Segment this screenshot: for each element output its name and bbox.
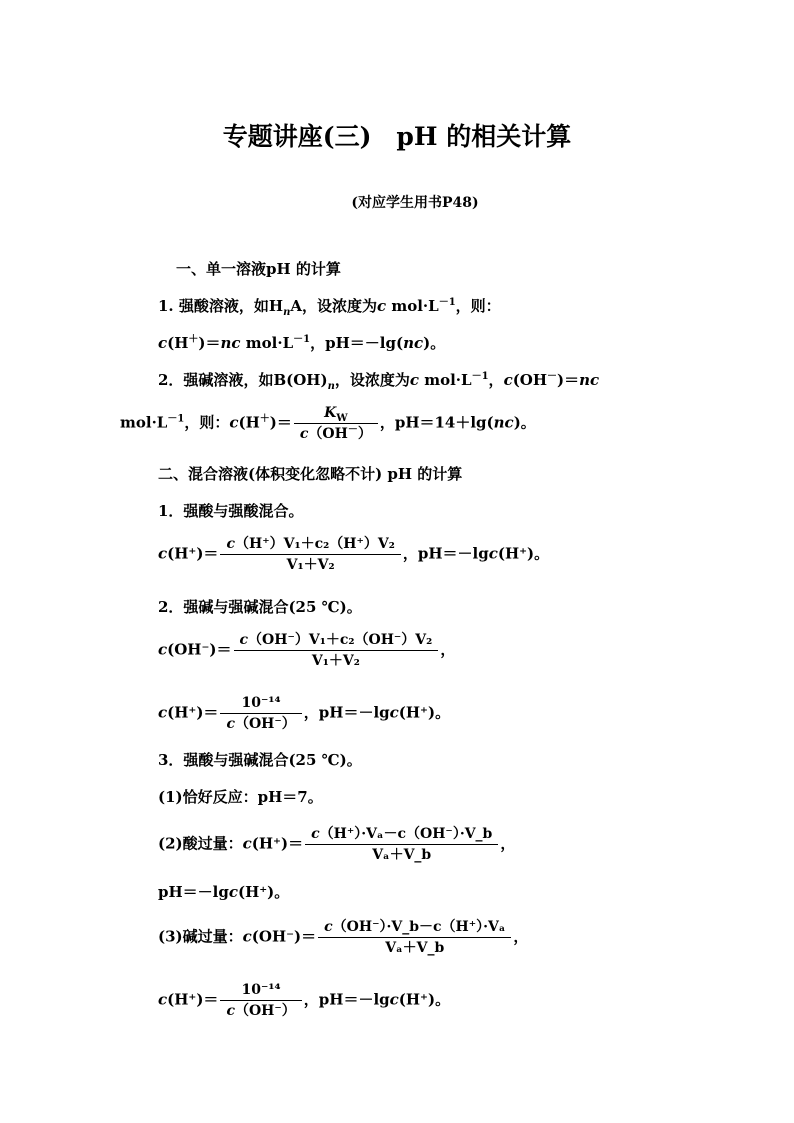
s2-p3-2-fraction: $\frac{\text{c（H⁺）·Vₐ－c（OH⁻）·V\_b}}{\text{Vₐ＋V\_b}}$	[305, 824, 498, 865]
s2-p3-3-formula: (3)碱过量：c(OH⁻)＝ $\frac{\text{c（OH⁻）·V\_b－c（H⁺）·Vₐ}}{\text{Vₐ＋V\_b}}$ ，	[158, 919, 529, 956]
s2-p1-formula: c(H⁺)＝ $\frac{\text{c（H⁺）V₁＋c₂（H⁺）V₂}}{\text{V₁＋V₂}}$ ，pH＝－lgc(H⁺)。	[158, 536, 550, 573]
s2-p3-3b-fraction: $\frac{\text{10⁻¹⁴}}{c(OH^-)}$	[220, 980, 301, 1021]
s2-p2b-formula: c(H⁺)＝ $\frac{\text{10⁻¹⁴}}{c(OH^-)}$ ，pH＝－lgc(H⁺)。	[158, 695, 451, 732]
page-title: 专题讲座(三) pH 的相关计算	[222, 122, 572, 151]
s2-p3-label: 3．强酸与强碱混合(25 ℃)。	[158, 751, 362, 769]
s1-item1-intro: 1. 强酸溶液，如$H_nA$，设浓度为c $mol\cdot L^{-1}$，则：	[158, 297, 501, 318]
s2-p3-3b-formula: c(H⁺)＝ $\frac{\text{10⁻¹⁴}}{c(OH^-)}$ ，pH＝－lgc(H⁺)。	[158, 982, 451, 1019]
s1-item1-formula: c(H＋)＝nc $mol\cdot L^{-1}$，pH＝－lg(nc)。	[158, 334, 446, 352]
s1-item2-fraction: $\frac{K_W}{c(OH^-)}$	[294, 403, 378, 444]
s2-p1-label: 1．强酸与强酸混合。	[158, 502, 304, 520]
s2-p2-fraction: $\frac{\text{c（OH⁻）V₁＋c₂（OH⁻）V₂}}{\text{V₁＋V₂}}$	[234, 630, 439, 671]
section2-heading: 二、混合溶液(体积变化忽略不计) pH 的计算	[158, 465, 463, 483]
s2-p3-2b: pH＝－lgc(H⁺)。	[158, 883, 290, 901]
s2-p3-3-fraction: $\frac{\text{c（OH⁻）·V\_b－c（H⁺）·Vₐ}}{\text{Vₐ＋V\_b}}$	[318, 917, 511, 958]
s2-p2-label: 2．强碱与强碱混合(25 ℃)。	[158, 598, 362, 616]
section1-heading: 一、单一溶液pH 的计算	[176, 260, 341, 278]
s2-p3-1: (1)恰好反应：pH＝7。	[158, 788, 323, 806]
s1-item2-formula: $mol\cdot L^{-1}$，则：c(H＋)＝ $\frac{K_W}{c(OH^-)}$ ，pH＝14＋lg(nc)。	[120, 405, 536, 442]
s1-item2-intro: 2．强碱溶液，如$B(OH)_n$，设浓度为c $mol\cdot L^{-1}$，c(OH－)＝nc	[158, 371, 600, 392]
s2-p2b-fraction: $\frac{\text{10⁻¹⁴}}{c(OH^-)}$	[220, 693, 301, 734]
s2-p1-fraction: $\frac{\text{c（H⁺）V₁＋c₂（H⁺）V₂}}{\text{V₁＋V₂}}$	[220, 534, 400, 575]
s2-p2-formula: c(OH⁻)＝ $\frac{\text{c（OH⁻）V₁＋c₂（OH⁻）V₂}}{\text{V₁＋V₂}}$ ，	[158, 632, 456, 669]
s2-p3-2-formula: (2)酸过量：c(H⁺)＝ $\frac{\text{c（H⁺）·Vₐ－c（OH⁻）·V\_b}}{\text{Vₐ＋V\_b}}$ ，	[158, 826, 516, 863]
page-subtitle: (对应学生用书P48)	[351, 195, 479, 211]
